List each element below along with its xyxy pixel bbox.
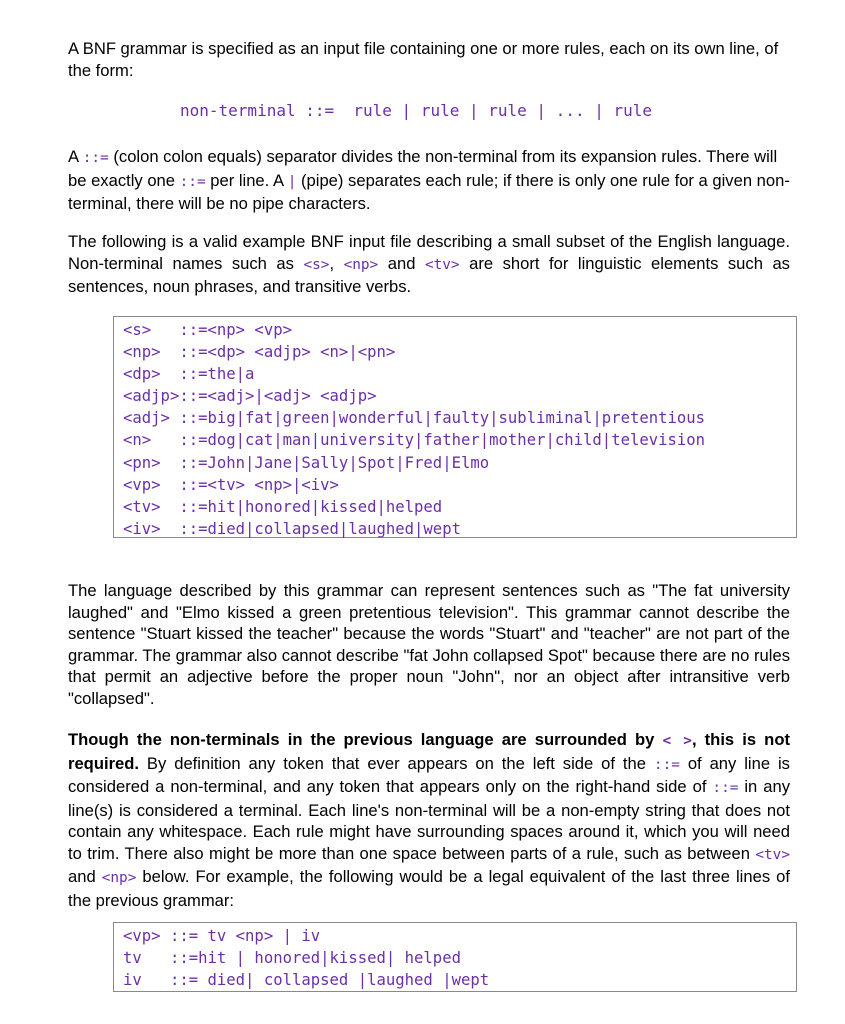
grammar-line: <np> ::=<dp> <adjp> <n>|<pn> bbox=[123, 343, 396, 362]
code-token: ::= bbox=[712, 780, 739, 796]
rule-form-line: non-terminal ::= rule | rule | rule | ... | rule bbox=[180, 101, 653, 120]
text-run: By definition any token that ever appears on the left side of the bbox=[139, 753, 654, 773]
code-token: <tv> bbox=[755, 846, 790, 863]
grammar-line: <vp> ::=<tv> <np>|<iv> bbox=[123, 475, 339, 494]
grammar-line: <s> ::=<np> <vp> bbox=[123, 321, 292, 339]
grammar-line: <dp> ::=the|a bbox=[123, 365, 255, 384]
code-token: ::= bbox=[653, 756, 680, 773]
code-token: <np> bbox=[343, 256, 379, 273]
text-run: (pipe) separates each rule; if there is only one rule for a given non-terminal, there will be no pipe characters. bbox=[68, 170, 790, 213]
intro-paragraph: A BNF grammar is specified as an input file containing one or more rules, each on its own line, of the form: bbox=[68, 39, 779, 80]
text-run: , bbox=[329, 253, 344, 273]
text-run: below. For example, the following would be a legal equivalent of the last three lines of the previous grammar: bbox=[68, 867, 790, 910]
text-run: The following is a valid example BNF input file describing a small subset of the English language. Non-terminal names such as bbox=[68, 232, 790, 273]
grammar-line: iv ::= died| collapsed |laughed |wept bbox=[123, 971, 490, 990]
non-terminal-rules-paragraph bbox=[68, 729, 790, 911]
grammar-line: <pn> ::=John|Jane|Sally|Spot|Fred|Elmo bbox=[123, 453, 490, 472]
code-token: <np> bbox=[101, 870, 137, 886]
text-run: in any line(s) is considered a terminal. Each line's non-terminal will be a non-empty string that does not contain any whitespace. Each rule might have surrounding spaces around it, which you will need to trim. There also might be more than one space between parts of a rule, such as between bbox=[68, 777, 791, 863]
text-run: and bbox=[68, 867, 102, 886]
text-run: are short for linguistic elements such as sentences, noun phrases, and transitive verbs. bbox=[68, 253, 790, 296]
code-token: | bbox=[287, 173, 297, 190]
grammar-line: <adjp>::=<adj>|<adj> <adjp> bbox=[123, 387, 377, 406]
grammar-example-box bbox=[113, 316, 797, 538]
text-run: (colon colon equals) separator divides the non-terminal from its expansion rules. There will be exactly one bbox=[68, 147, 778, 190]
bold-run: Though the non-terminals in the previous language are surrounded by bbox=[68, 730, 663, 749]
grammar-line: <n> ::=dog|cat|man|university|father|mother|child|television bbox=[123, 431, 706, 450]
grammar-equivalent-box bbox=[113, 922, 797, 992]
code-token: <s> bbox=[303, 256, 330, 273]
code-token: ::= bbox=[82, 150, 109, 166]
code-token: <tv> bbox=[424, 256, 460, 273]
text-run: and bbox=[378, 253, 425, 273]
separator-paragraph bbox=[68, 146, 790, 215]
bold-run: , this is not required. bbox=[68, 730, 790, 773]
code-token: ::= bbox=[179, 173, 206, 190]
code-token: < > bbox=[662, 733, 692, 749]
text-run: A bbox=[68, 147, 83, 166]
grammar-line: tv ::=hit | honored|kissed| helped bbox=[123, 949, 461, 968]
example-intro-paragraph bbox=[68, 231, 790, 298]
language-description-paragraph: The language described by this grammar can represent sentences such as "The fat university laughed" and "Elmo kissed a green pretentious television". This grammar cannot describe the sentence "Stuart kissed the teacher" because the words "Stuart" and "teacher" are not part of the grammar. The grammar also cannot describe "fat John collapsed Spot" because there are no rules that permit an adjective before the proper noun "John", nor an object after intransitive verb "collapsed". bbox=[68, 581, 790, 708]
grammar-line: <adj> ::=big|fat|green|wonderful|faulty|subliminal|pretentious bbox=[123, 409, 706, 428]
grammar-line: <tv> ::=hit|honored|kissed|helped bbox=[123, 497, 443, 516]
grammar-line: <iv> ::=died|collapsed|laughed|wept bbox=[123, 519, 461, 538]
text-run: per line. A bbox=[205, 170, 288, 190]
text-run: of any line is considered a non-terminal, and any token that appears only on the right-hand side of bbox=[68, 753, 790, 796]
grammar-line: <vp> ::= tv <np> | iv bbox=[123, 927, 321, 945]
